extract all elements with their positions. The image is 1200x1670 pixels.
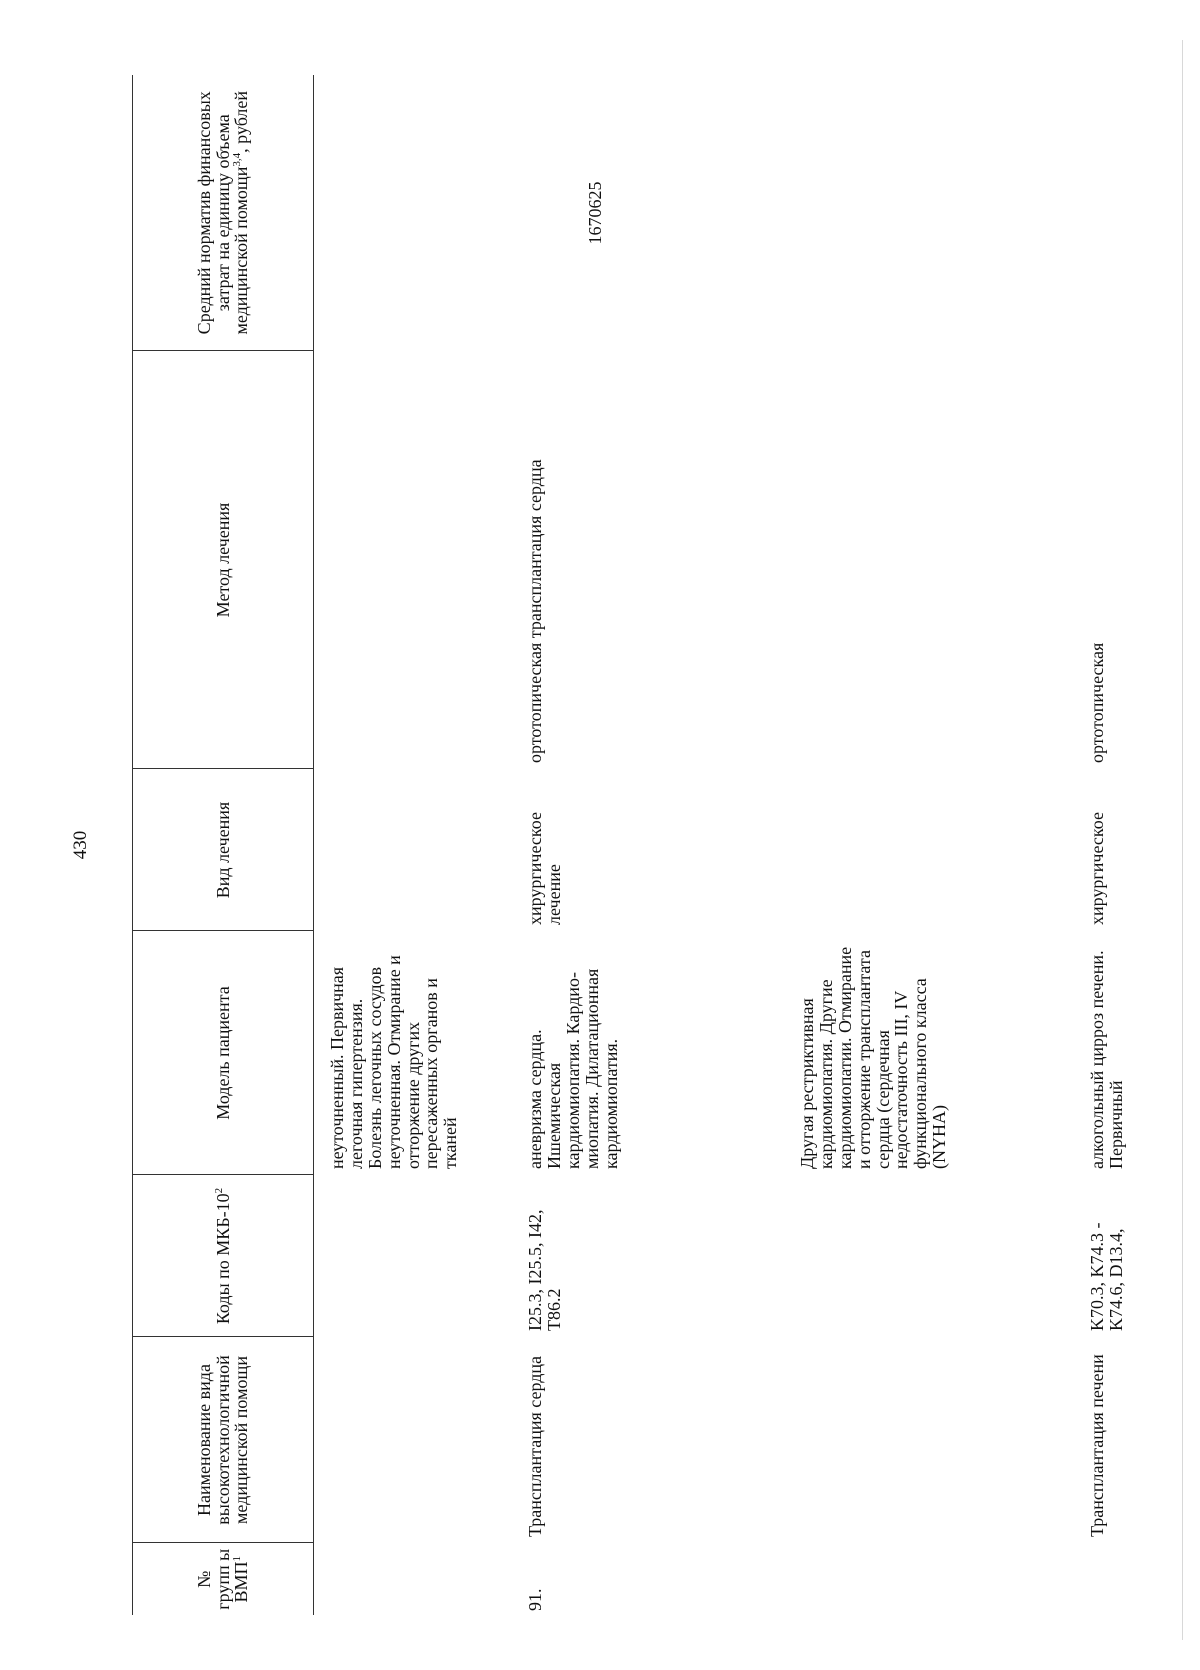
row-treatment-method: ортотопическая xyxy=(1087,642,1107,763)
table-header-row xyxy=(133,75,314,1615)
row-codes: I25.3, I25.5, I42, T86.2 xyxy=(525,1209,564,1331)
row-treatment-type: хирургическое xyxy=(1087,812,1107,925)
row-name: Трансплантация печени xyxy=(1087,1354,1107,1537)
table-row xyxy=(798,75,1088,1615)
row-patient-model: неуточненный. Первичная легочная гипертензия. Болезнь легочных сосудов неуточненная. Отмирание и отторжение других пересаженных органов и тканей xyxy=(327,955,461,1169)
row-number: 91. xyxy=(525,1588,545,1611)
header-name: Наименование вида высокотехнологичной медицинской помощи xyxy=(133,1337,314,1543)
patient-model-part-1: аневризма сердца. Ишемическая кардиомиопатия. Кардио-миопатия. Дилатационная кардиомиопатия. xyxy=(525,968,621,1169)
row-patient-model xyxy=(526,931,798,1175)
vmp-table xyxy=(132,75,1178,1615)
row-treatment-method xyxy=(328,351,526,769)
row-cost xyxy=(328,75,526,351)
table-row xyxy=(526,75,798,1615)
row-cost xyxy=(1088,75,1178,351)
header-treatment-type: Вид лечения xyxy=(133,769,314,931)
row-name: Трансплантация сердца xyxy=(525,1355,545,1537)
row-codes: K70.3, K74.3 - K74.6, D13.4, xyxy=(1087,1222,1126,1331)
table-row xyxy=(1088,75,1178,1615)
page-number: 430 xyxy=(70,830,91,860)
table-row xyxy=(328,75,526,1615)
header-group-number: № групп ы ВМП$^1$ xyxy=(133,1543,314,1615)
row-patient-model-continued: Другая рестриктивная кардиомиопатия. Другие кардиомиопатии. Отмирание и отторжение трансплантата сердца (сердечная недостаточность III, IV функционального класса (NYHA) xyxy=(797,946,950,1169)
row-treatment-type: хирургическое лечение xyxy=(525,812,564,925)
header-treatment-method: Метод лечения xyxy=(133,351,314,769)
row-cost: 1670625 xyxy=(585,181,605,245)
row-number xyxy=(328,1543,526,1615)
header-cost: Средний норматив финансовых затрат на единицу объема медицинской помощи$^{3,4}$, рублей xyxy=(133,75,314,351)
row-patient-model: алкогольный цирроз печени. Первичный xyxy=(1087,950,1126,1169)
header-patient-model: Модель пациента xyxy=(133,931,314,1175)
header-codes: Коды по МКБ-$10^2$ xyxy=(133,1175,314,1337)
row-name xyxy=(328,1337,526,1543)
rotated-page xyxy=(62,75,1126,1615)
row-number xyxy=(1088,1543,1178,1615)
row-treatment-type xyxy=(328,769,526,931)
scan-edge-line xyxy=(1182,40,1183,1640)
row-treatment-method: ортотопическая трансплантация сердца xyxy=(525,459,545,763)
row-codes xyxy=(328,1175,526,1337)
